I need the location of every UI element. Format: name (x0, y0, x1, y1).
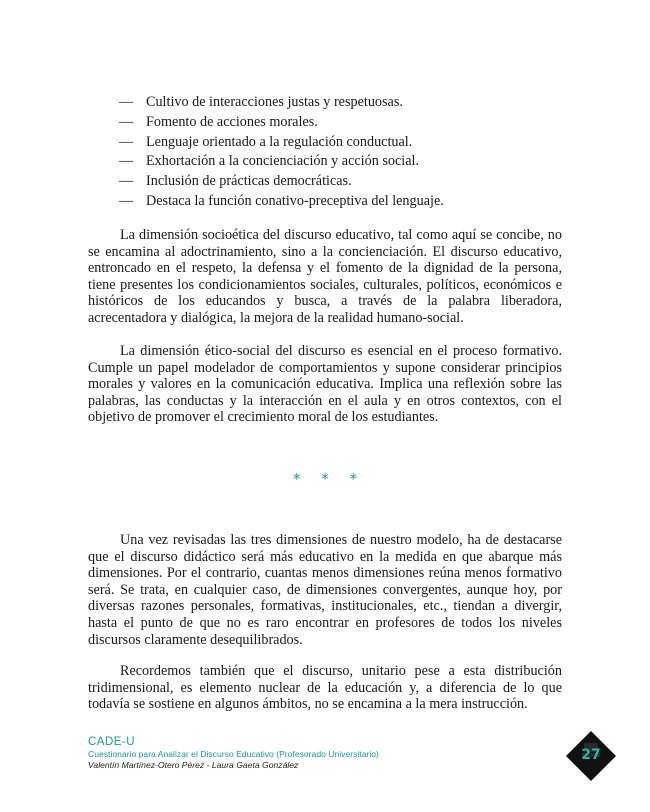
list-item (119, 93, 569, 113)
list-item-text: Destaca la función conativo-preceptiva del lenguaje. (146, 192, 444, 209)
paragraph-socioethical-dimension: La dimensión socioética del discurso educativo, tal como aquí se concibe, no se encamina al adoctrinamiento, sino a la concienciación. El discurso educativo, entroncado en el respeto, la defensa y el fomento de la dignidad de la persona, tiene presentes los condicionamientos sociales, culturales, políticos, económicos e históricos de los educandos y busca, a través de la palabra liberadora, acrecentadora y dialógica, la mejora de la realidad humano-social. (88, 227, 562, 326)
list-item-text: Cultivo de interacciones justas y respetuosas. (146, 94, 403, 110)
list-item-text: Fomento de acciones morales. (146, 113, 318, 130)
bullet-dash: — (119, 173, 134, 190)
paragraph-three-dimensions: Una vez revisadas las tres dimensiones de nuestro modelo, ha de destacarse que el discurso didáctico será más educativo en la medida en que abarque más dimensiones. Por el contrario, cuantas menos dimensiones reúna menos formativo será. Se trata, en cualquier caso, de dimensiones convergentes, aunque hoy, por diversas razones personales, formativas, institucionales, etc., tiendan a divergir, hasta el punto de que no es raro encontrar en profesores de todos los niveles discursos claramente desequilibrados. (88, 532, 562, 648)
list-item-text: Exhortación a la concienciación y acción social. (146, 153, 419, 170)
list-item (119, 152, 569, 172)
list-item (119, 113, 569, 133)
asterisk-icon: * (349, 470, 358, 488)
footer-authors: Valentín Martínez-Otero Pérez - Laura Gaeta González (88, 760, 299, 770)
asterisk-icon: * (292, 470, 301, 488)
paragraph-ethical-social-dimension: La dimensión ético-social del discurso es esencial en el proceso formativo. Cumple un papel modelador de comportamientos y supone considerar principios morales y valores en la comunicación educativa. Implica una reflexión sobre las palabras, las conductas y la interacción en el aula y en otros contextos, con el objetivo de promover el crecimiento moral de los estudiantes. (88, 343, 562, 426)
list-item-text: Lenguaje orientado a la regulación conductual. (146, 133, 413, 150)
page-footer (88, 736, 379, 771)
bullet-dash: — (119, 153, 134, 170)
section-separator (0, 470, 650, 488)
footer-brand: CADE-U (88, 736, 136, 748)
asterisk-icon: * (321, 470, 329, 488)
list-item-text: Inclusión de prácticas democráticas. (146, 173, 352, 190)
page-number: 27 (581, 747, 601, 763)
list-item (119, 172, 569, 192)
list-item (119, 133, 569, 153)
bullet-dash: — (119, 94, 134, 110)
bullet-dash: — (119, 133, 134, 150)
list-item (119, 192, 569, 212)
bullet-list (119, 93, 569, 212)
paragraph-conclusion: Recordemos también que el discurso, unitario pese a esta distribución tridimensional, es elemento nuclear de la educación y, a diferencia de lo que todavía se sostiene en algunos ámbitos, no se encamina a la mera instrucción. (88, 663, 562, 713)
footer-subtitle: Cuestionario para Analizar el Discurso Educativo (Profesorado Universitario) (88, 749, 379, 759)
bullet-dash: — (119, 113, 134, 130)
bullet-dash: — (119, 192, 134, 209)
